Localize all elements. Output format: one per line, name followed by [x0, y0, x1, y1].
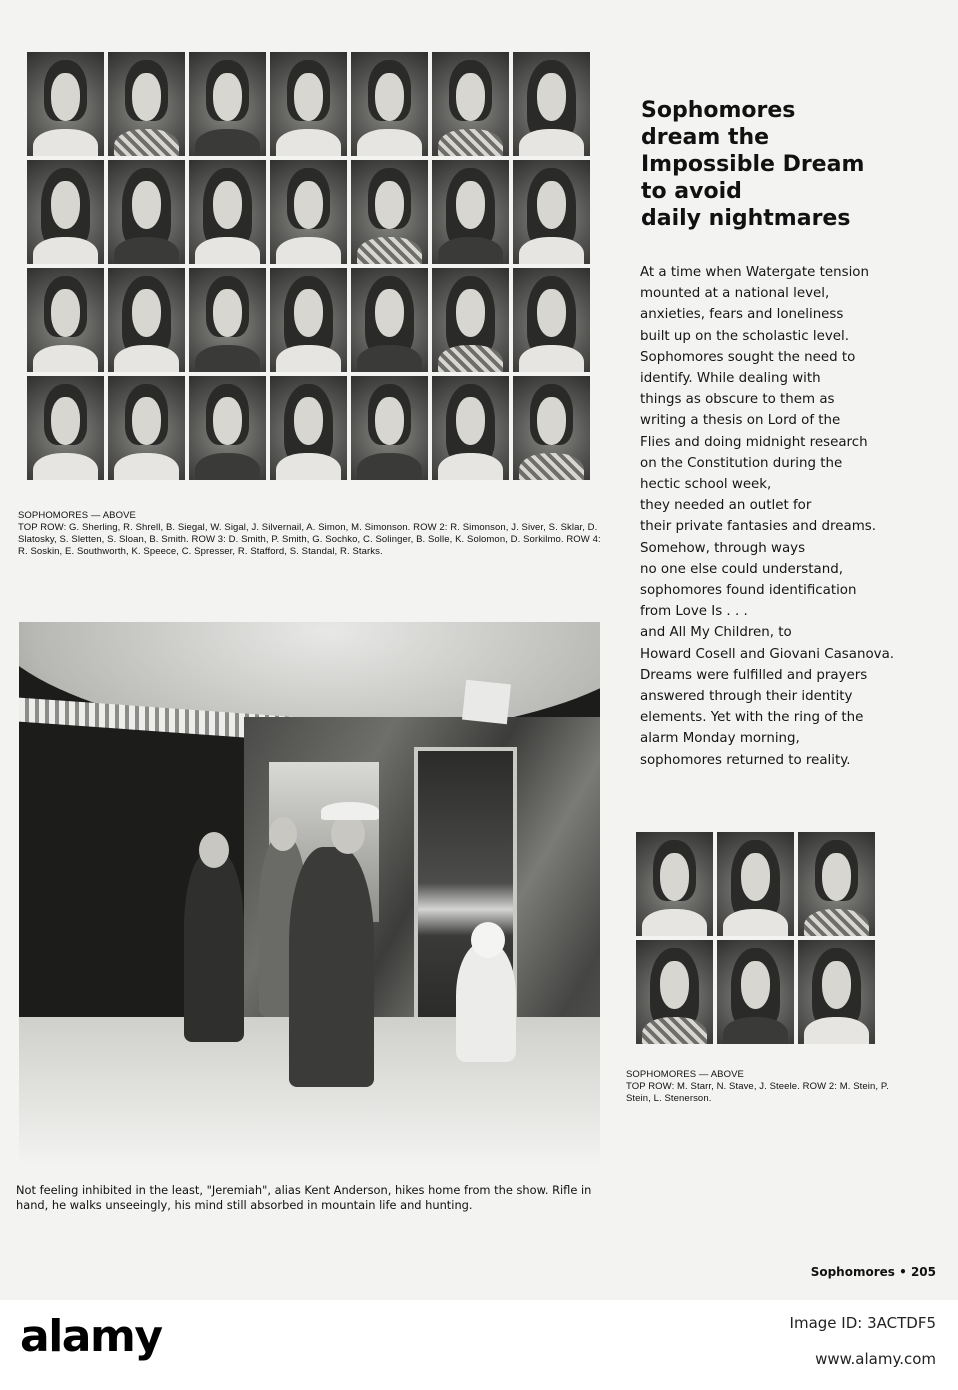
story-line: they needed an outlet for	[640, 498, 812, 514]
page-footer: Sophomores • 205	[810, 1265, 936, 1279]
portrait-photo	[798, 832, 875, 936]
story-line: things as obscure to them as	[640, 392, 835, 408]
portrait-photo	[717, 940, 794, 1044]
story-body	[640, 262, 945, 771]
portrait-photo	[351, 268, 428, 372]
caption-title: SOPHOMORES — ABOVE	[18, 510, 136, 521]
portrait-photo	[636, 832, 713, 936]
caption-names: TOP ROW: M. Starr, N. Stave, J. Steele. ROW 2: M. Stein, P. Stein, L. Stenerson.	[626, 1081, 889, 1104]
story-line: writing a thesis on Lord of the	[640, 413, 841, 429]
portrait-photo	[27, 376, 104, 480]
person-figure	[289, 847, 374, 1087]
portrait-photo	[351, 376, 428, 480]
story-line: no one else could understand,	[640, 561, 843, 577]
story-line: sophomores returned to reality.	[640, 752, 851, 768]
portrait-photo	[108, 376, 185, 480]
person-head	[331, 814, 365, 854]
story-line: from Love Is . . .	[640, 604, 748, 620]
watermark-image-id: Image ID: 3ACTDF5	[789, 1314, 936, 1332]
portrait-photo	[513, 52, 590, 156]
portrait-photo	[513, 376, 590, 480]
person-head	[269, 817, 297, 851]
portrait-photo	[513, 160, 590, 264]
portrait-photo	[189, 52, 266, 156]
story-line: built up on the scholastic level.	[640, 328, 849, 344]
child-head	[471, 922, 505, 958]
portrait-photo	[432, 268, 509, 372]
portrait-photo	[636, 940, 713, 1044]
story-line: Howard Cosell and Giovani Casanova.	[640, 646, 895, 662]
portrait-photo	[432, 376, 509, 480]
portrait-photo	[27, 268, 104, 372]
child-figure	[456, 942, 516, 1062]
portrait-caption-small	[626, 1069, 891, 1105]
story-line: Dreams were fulfilled and prayers	[640, 667, 868, 683]
story-line: on the Constitution during the	[640, 455, 843, 471]
portrait-photo	[27, 160, 104, 264]
story-line: Flies and doing midnight research	[640, 434, 868, 450]
portrait-grid-small	[636, 832, 875, 1044]
story-line: mounted at a national level,	[640, 286, 830, 302]
portrait-photo	[189, 268, 266, 372]
portrait-photo	[351, 52, 428, 156]
watermark-logo: alamy	[20, 1311, 162, 1362]
theater-sign	[462, 680, 511, 724]
person-figure	[184, 852, 244, 1042]
portrait-grid-main	[27, 52, 590, 480]
story-line: sophomores found identification	[640, 583, 857, 599]
portrait-photo	[27, 52, 104, 156]
portrait-photo	[432, 52, 509, 156]
portrait-photo	[270, 376, 347, 480]
portrait-photo	[189, 376, 266, 480]
portrait-photo	[432, 160, 509, 264]
portrait-caption-main	[18, 510, 603, 558]
story-line: alarm Monday morning,	[640, 731, 800, 747]
portrait-photo	[351, 160, 428, 264]
headline-line: Sophomores	[641, 98, 796, 123]
headline	[641, 97, 931, 232]
story-line: At a time when Watergate tension	[640, 265, 869, 280]
story-line: identify. While dealing with	[640, 371, 821, 387]
theater-photo	[19, 622, 600, 1162]
portrait-photo	[270, 160, 347, 264]
portrait-photo	[189, 160, 266, 264]
portrait-photo	[717, 832, 794, 936]
story-line: Sophomores sought the need to	[640, 349, 856, 365]
story-line: their private fantasies and dreams.	[640, 519, 876, 535]
watermark-url: www.alamy.com	[815, 1350, 936, 1368]
headline-line: to avoid	[641, 179, 742, 204]
portrait-photo	[108, 160, 185, 264]
portrait-photo	[798, 940, 875, 1044]
portrait-photo	[270, 268, 347, 372]
portrait-photo	[270, 52, 347, 156]
headline-line: daily nightmares	[641, 206, 851, 231]
photo-caption: Not feeling inhibited in the least, "Jeremiah", alias Kent Anderson, hikes home from the show. Rifle in hand, he walks unseeingly, his mind still absorbed in mountain life and hunting.	[16, 1183, 592, 1212]
story-line: answered through their identity	[640, 689, 853, 705]
cowboy-hat	[321, 802, 379, 820]
portrait-photo	[108, 52, 185, 156]
story-line: hectic school week,	[640, 477, 772, 493]
story-line: elements. Yet with the ring of the	[640, 710, 864, 726]
caption-title: SOPHOMORES — ABOVE	[626, 1069, 744, 1080]
portrait-photo	[513, 268, 590, 372]
story-line: Somehow, through ways	[640, 540, 806, 556]
person-head	[199, 832, 229, 868]
caption-names: TOP ROW: G. Sherling, R. Shrell, B. Siegal, W. Sigal, J. Silvernail, A. Simon, M. Simonson. ROW 2: R. Simonson, J. Siver, S. Sklar, D. Slatosky, S. Sletten, S. Sloan, B. Smith. ROW 3: D. Smith, P. Smith, G. Sochko, C. Solinger, B. Solle, K. Solomon, D. Sorkilmo. ROW 4: R. Soskin, E. Southworth, K. Speece, C. Spresser, R. Stafford, S. Standal, R. Starks.	[18, 522, 601, 557]
story-line: and All My Children, to	[640, 625, 792, 641]
headline-line: dream the	[641, 125, 770, 150]
story-line: anxieties, fears and loneliness	[640, 307, 844, 323]
headline-line: Impossible Dream	[641, 152, 865, 177]
portrait-photo	[108, 268, 185, 372]
